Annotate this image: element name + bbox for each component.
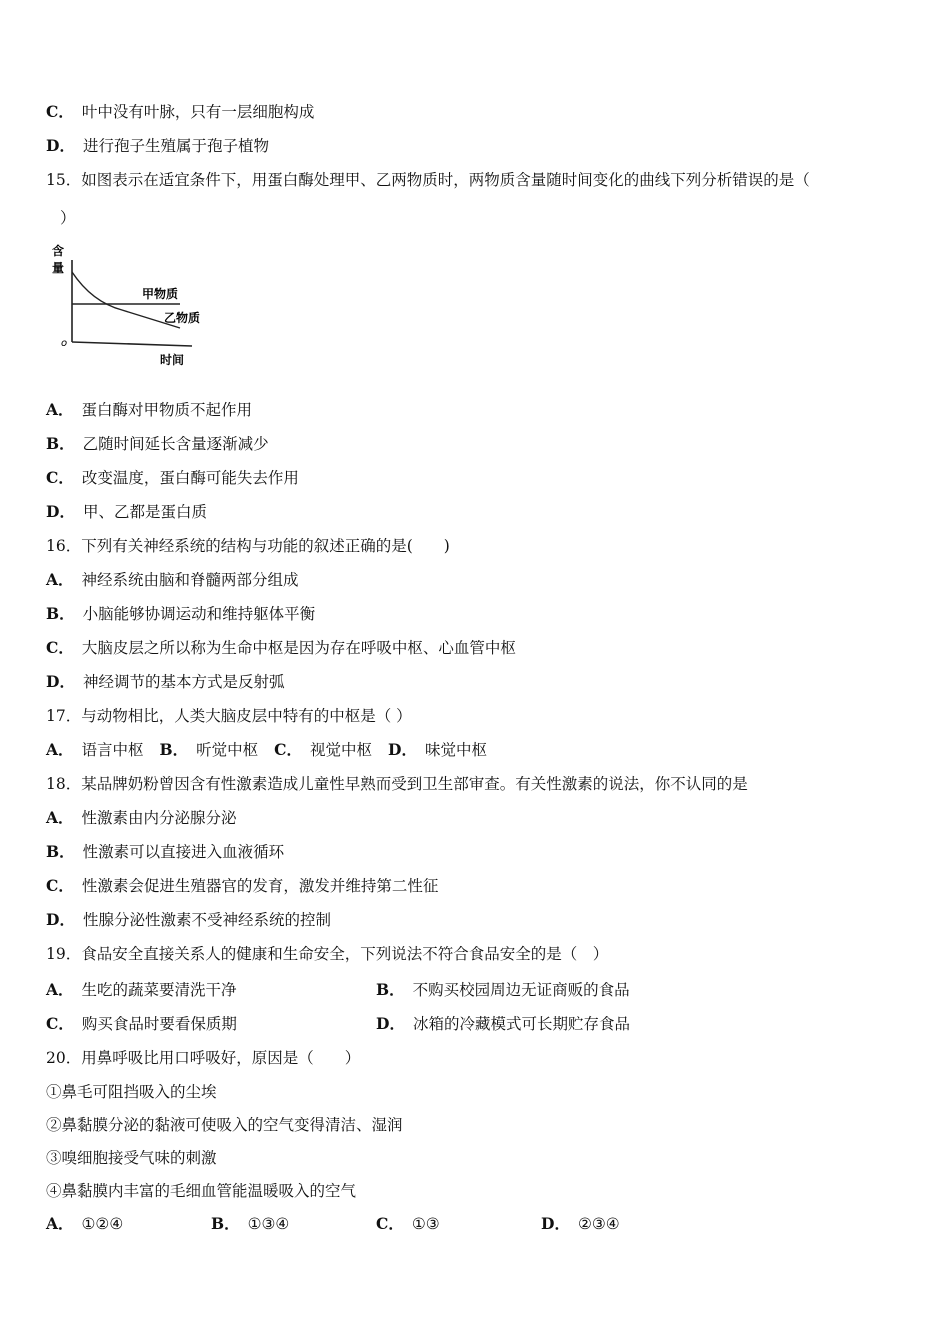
q15-stem-close: ） [60,209,76,227]
option-letter: D． [46,910,75,929]
option-text: 性腺分泌性激素不受神经系统的控制 [82,911,331,929]
option-text: 大脑皮层之所以称为生命中枢是因为存在呼吸中枢、心血管中枢 [81,639,516,657]
option-text: 语言中枢 [81,741,144,759]
q18-option-d [46,910,331,930]
option-text: 乙随时间延长含量逐渐减少 [82,435,269,453]
option-text: 购买食品时要看保质期 [81,1015,237,1033]
q19-option-d [376,1014,630,1034]
option-letter: C． [46,1014,74,1033]
option-text: 甲、乙都是蛋白质 [82,503,207,521]
q15-option-d [46,502,207,522]
option-text: 叶中没有叶脉，只有一层细胞构成 [81,103,315,121]
q18-stem: 18．某品牌奶粉曾因含有性激素造成儿童性早熟而受到卫生部审查。有关性激素的说法，你不认同的是 [46,775,748,793]
q15-stem: 15．如图表示在适宜条件下，用蛋白酶处理甲、乙两物质时，两物质含量随时间变化的曲线下列分析错误的是（ [46,171,810,189]
option-text: 味觉中枢 [424,741,487,759]
option-letter: D． [388,740,417,759]
option-text: 神经调节的基本方式是反射弧 [82,673,285,691]
q20-item-1: ①鼻毛可阻挡吸入的尘埃 [46,1083,217,1101]
option-letter: A． [46,980,74,999]
option-text: 生吃的蔬菜要清洗干净 [81,981,237,999]
q18-option-a [46,808,237,828]
option-letter: C． [46,102,74,121]
option-text: 蛋白酶对甲物质不起作用 [81,401,253,419]
option-letter: C． [46,638,74,657]
option-letter: B． [46,604,75,623]
q15-option-a [46,400,252,420]
option-text: 进行孢子生殖属于孢子植物 [82,137,269,155]
q20-option-d [541,1214,620,1234]
option-text: 视觉中枢 [310,741,373,759]
q15-option-c [46,468,299,488]
q20-stem: 20．用鼻呼吸比用口呼吸好，原因是（ ） [46,1049,361,1067]
q20-item-3: ③嗅细胞接受气味的刺激 [46,1149,217,1167]
q18-option-c [46,876,438,896]
q20-option-b [211,1214,289,1234]
q16-option-c [46,638,516,658]
q18-option-b [46,842,284,862]
option-text: 性激素可以直接进入血液循环 [82,843,285,861]
y-label-bottom: 量 [52,261,65,275]
q19-stem: 19．食品安全直接关系人的健康和生命安全，下列说法不符合食品安全的是（ ） [46,945,609,963]
option-letter: C． [274,740,303,759]
q19-option-b [376,980,630,1000]
x-axis [72,342,192,346]
option-letter: B． [46,434,75,453]
q16-stem: 16．下列有关神经系统的结构与功能的叙述正确的是( ) [46,537,450,555]
q16-option-a [46,570,299,590]
option-letter: A． [46,400,74,419]
legend-jia: 甲物质 [142,287,179,301]
option-text: 改变温度，蛋白酶可能失去作用 [81,469,299,487]
option-letter: D． [376,1014,405,1033]
q14-option-d [46,136,269,156]
q19-option-a [46,980,237,1000]
q14-option-c [46,102,314,122]
option-letter: B． [376,980,405,999]
option-text: 小脑能够协调运动和维持躯体平衡 [82,605,316,623]
option-letter: A． [46,1214,74,1233]
option-letter: A． [46,808,74,827]
q17-options [46,740,487,760]
option-letter: D． [46,502,75,521]
option-letter: B． [46,842,75,861]
x-label: 时间 [160,353,185,367]
y-label-top: 含 [52,244,65,258]
option-letter: C． [46,876,74,895]
q20-option-a [46,1214,123,1234]
option-text: ①③ [411,1215,440,1233]
option-letter: D． [541,1214,570,1233]
option-text: 性激素会促进生殖器官的发育，激发并维持第二性征 [81,877,439,895]
option-text: 冰箱的冷藏模式可长期贮存食品 [412,1015,630,1033]
option-letter: D． [46,136,75,155]
q20-item-4: ④鼻黏膜内丰富的毛细血管能温暖吸入的空气 [46,1182,357,1200]
q20-item-2: ②鼻黏膜分泌的黏液可使吸入的空气变得清洁、湿润 [46,1116,403,1134]
option-letter: A． [46,740,74,759]
q15-figure [44,240,224,370]
option-text: 听觉中枢 [196,741,259,759]
option-letter: D． [46,672,75,691]
option-letter: C． [46,468,74,487]
option-letter: B． [159,740,189,759]
option-text: ②③④ [577,1215,620,1233]
legend-yi: 乙物质 [164,311,201,325]
q16-option-b [46,604,315,624]
q17-stem: 17．与动物相比，人类大脑皮层中特有的中枢是（ ） [46,707,412,725]
option-text: 不购买校园周边无证商贩的食品 [412,981,630,999]
option-letter: C． [376,1214,404,1233]
option-letter: A． [46,570,74,589]
q20-option-c [376,1214,440,1234]
option-text: 神经系统由脑和脊髓两部分组成 [81,571,299,589]
option-text: ①②④ [81,1215,124,1233]
q19-option-c [46,1014,237,1034]
option-text: ①③④ [247,1215,290,1233]
q15-option-b [46,434,269,454]
option-text: 性激素由内分泌腺分泌 [81,809,237,827]
option-letter: B． [211,1214,240,1233]
origin-label: o [61,338,68,349]
q16-option-d [46,672,284,692]
